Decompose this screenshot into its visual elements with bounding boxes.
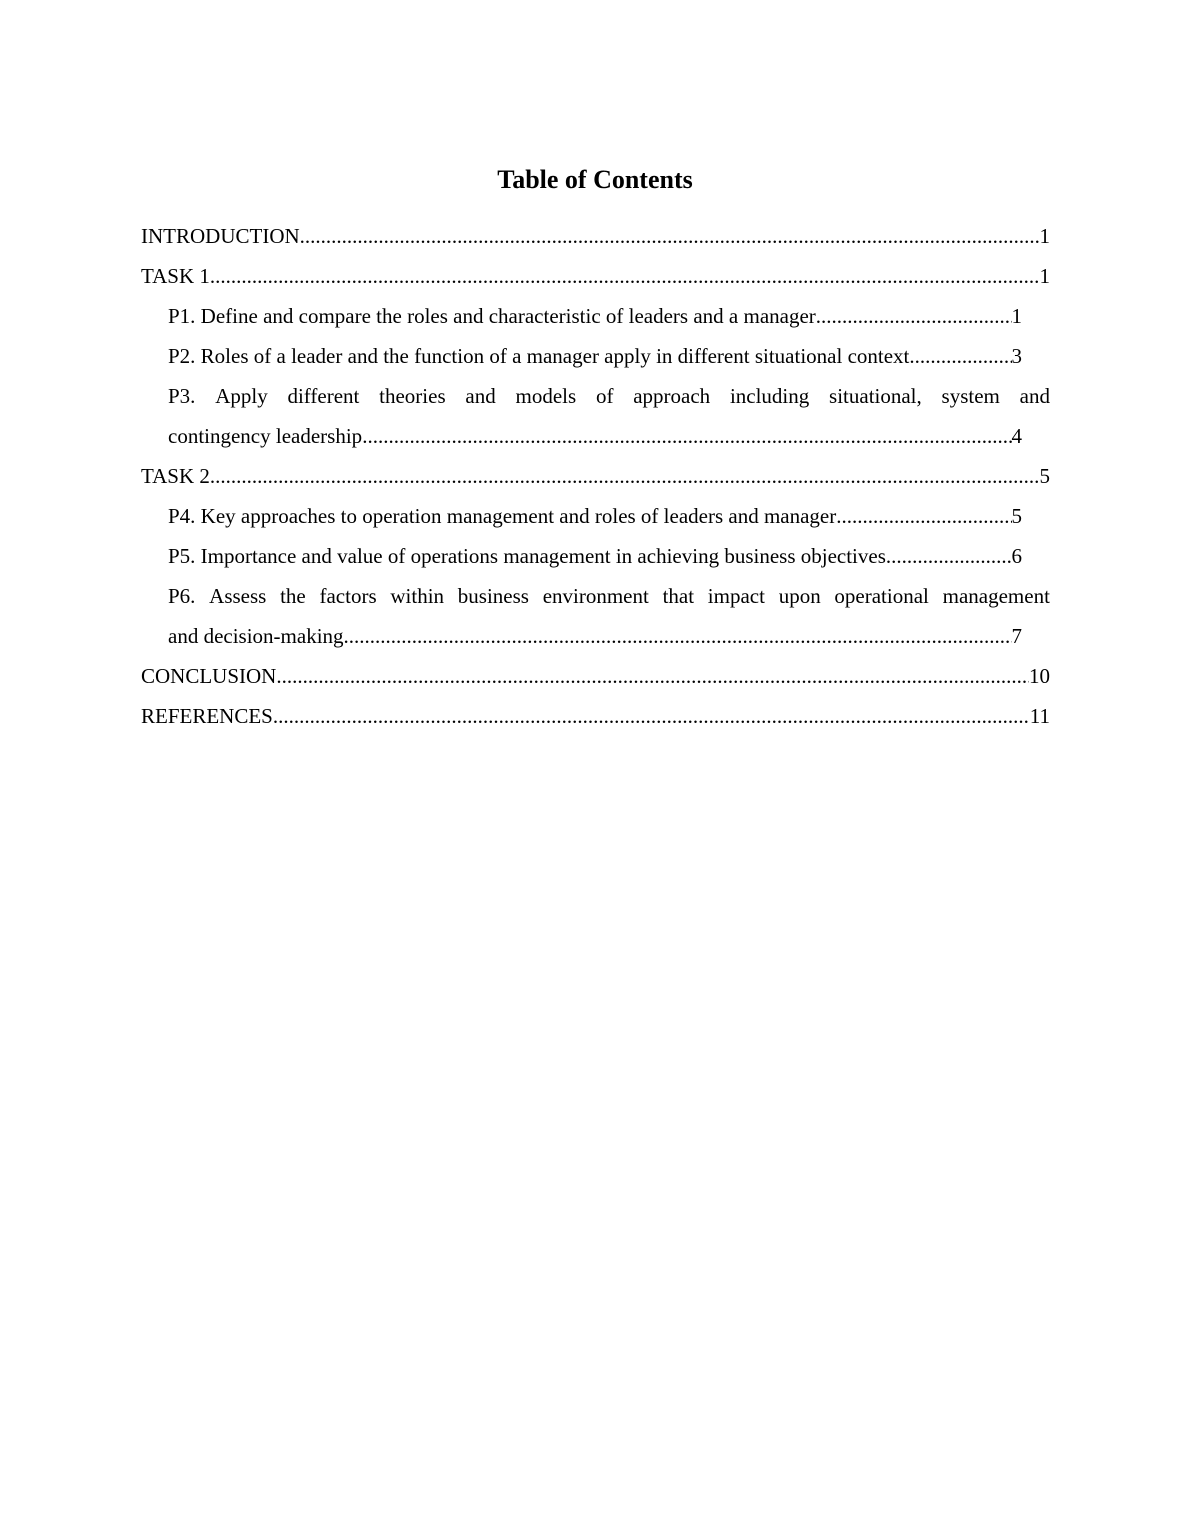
toc-word: impact	[707, 584, 765, 608]
toc-entry-label: P2. Roles of a leader and the function of a manager apply in different situational context	[168, 344, 910, 368]
toc-word: operational	[834, 584, 929, 608]
toc-entry-label: P5. Importance and value of operations management in achieving business objectives	[168, 544, 886, 568]
toc-word: P3.	[168, 384, 196, 408]
toc-page-number: 5	[1011, 504, 1022, 528]
toc-page-number: 1	[1039, 264, 1050, 288]
toc-word: including	[729, 384, 810, 408]
toc-entry-task-1[interactable]	[141, 256, 1050, 296]
dot-leader	[362, 416, 1011, 456]
toc-entry-p4[interactable]	[168, 496, 1022, 536]
toc-word: environment	[542, 584, 649, 608]
toc-entry-introduction[interactable]	[141, 216, 1050, 256]
toc-page-number: 1	[1011, 304, 1022, 328]
toc-word: management	[942, 584, 1050, 608]
toc-word: upon	[778, 584, 821, 608]
toc-word: that	[662, 584, 695, 608]
toc-entry-p2[interactable]	[168, 336, 1022, 376]
toc-entry-label: TASK 1	[141, 264, 210, 288]
toc-word: within	[390, 584, 445, 608]
dot-leader	[909, 336, 1011, 376]
toc-word: theories	[379, 384, 446, 408]
toc-entry-label: INTRODUCTION	[141, 224, 300, 248]
toc-word: Apply	[215, 384, 268, 408]
toc-page-number: 6	[1011, 544, 1022, 568]
toc-word: situational,	[829, 384, 922, 408]
toc-entry-label-line1	[168, 376, 1050, 416]
toc-word: factors	[319, 584, 377, 608]
toc-entry-p5[interactable]	[168, 536, 1022, 576]
toc-word: business	[457, 584, 529, 608]
dot-leader	[886, 536, 1012, 576]
toc-entry-conclusion[interactable]	[141, 656, 1050, 696]
toc-entry-p1[interactable]	[168, 296, 1022, 336]
toc-word: the	[280, 584, 306, 608]
toc-page-number: 11	[1029, 704, 1050, 728]
toc-page-number: 7	[1011, 624, 1022, 648]
toc-entry-label: P4. Key approaches to operation management and roles of leaders and manager	[168, 504, 837, 528]
toc-word: approach	[633, 384, 711, 408]
dot-leader	[816, 296, 1012, 336]
toc-word: of	[595, 384, 614, 408]
toc-entry-label-line2: contingency leadership	[168, 424, 363, 448]
toc-word: and	[1019, 384, 1050, 408]
toc-entry-label-line2: and decision-making	[168, 624, 344, 648]
toc-word: and	[465, 384, 496, 408]
toc-entry-label-line1	[168, 576, 1050, 616]
toc-entry-label: TASK 2	[141, 464, 210, 488]
toc-word: P6.	[168, 584, 196, 608]
toc-page-number: 4	[1011, 424, 1022, 448]
dot-leader	[276, 656, 1029, 696]
dot-leader	[836, 496, 1011, 536]
toc-entry-p3[interactable]	[168, 376, 1050, 456]
dot-leader	[273, 696, 1030, 736]
toc-entry-label: P1. Define and compare the roles and characteristic of leaders and a manager	[168, 304, 816, 328]
table-of-contents	[141, 216, 1050, 736]
toc-word: Assess	[209, 584, 267, 608]
toc-word: system	[941, 384, 1000, 408]
toc-entry-p6[interactable]	[168, 576, 1050, 656]
toc-page-number: 3	[1011, 344, 1022, 368]
toc-word: different	[287, 384, 360, 408]
dot-leader	[210, 256, 1040, 296]
toc-page-number: 10	[1029, 664, 1050, 688]
dot-leader	[210, 456, 1040, 496]
dot-leader	[344, 616, 1012, 656]
toc-title: Table of Contents	[497, 165, 693, 194]
toc-entry-line2	[168, 416, 1022, 456]
toc-word: models	[515, 384, 577, 408]
toc-entry-task-2[interactable]	[141, 456, 1050, 496]
toc-page-number: 5	[1039, 464, 1050, 488]
toc-entry-references[interactable]	[141, 696, 1050, 736]
toc-entry-label: CONCLUSION	[141, 664, 277, 688]
toc-page-number: 1	[1039, 224, 1050, 248]
dot-leader	[300, 216, 1040, 256]
toc-entry-line2	[168, 616, 1022, 656]
toc-entry-label: REFERENCES	[141, 704, 273, 728]
